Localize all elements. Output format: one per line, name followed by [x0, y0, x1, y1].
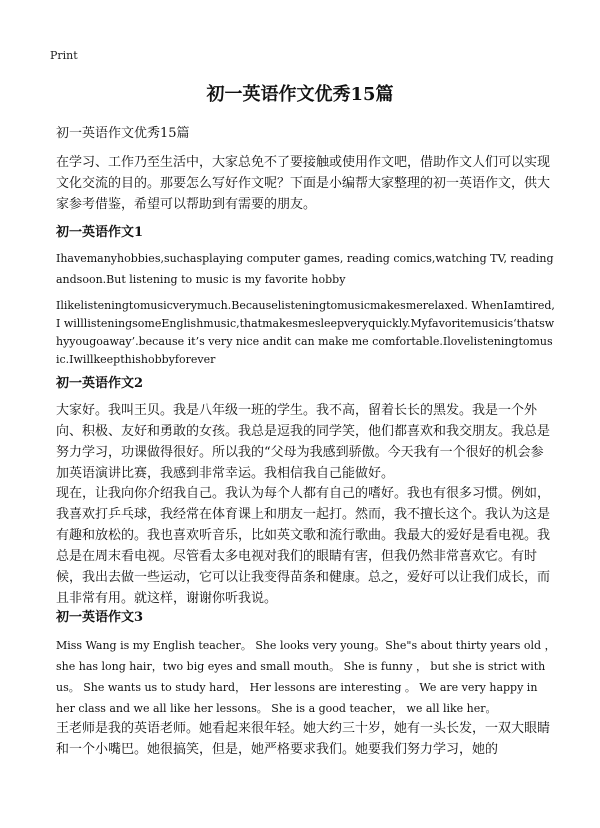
- essay-1-paragraph-2: Ilikelisteningtomusicverymuch.Becauselisteningtomusicmakesmerelaxed. WhenIamtired,I willlisteningsomeEnglishmusic,thatmakesmesleepveryquickly.Myfavoritemusicis‘thatsw hyyougoaway’.because it’s very nice andit can make me comfortable.Ilovelisteningtomusic.Iwillkeepthishobbyforever: [56, 299, 555, 366]
- essay-3-heading: 初一英语作文3: [56, 610, 144, 625]
- essay-1-paragraph-1: Ihavemanyhobbies,suchasplaying computer games, reading comics,watching TV, reading andsoon.But listening to music is my favorite hobby: [56, 252, 554, 286]
- document-title: 初一英语作文优秀15篇: [206, 84, 394, 105]
- document-subtitle: 初一英语作文优秀15篇: [56, 126, 190, 141]
- intro-paragraph: 在学习、工作乃至生活中，大家总免不了要接触或使用作文吧，借助作文人们可以实现文化交流的目的。那要怎么写好作文呢？下面是小编帮大家整理的初一英语作文，供大家参考借鉴，希望可以帮助到有需要的朋友。: [56, 155, 551, 212]
- essay-3-paragraph-2: 王老师是我的英语老师。她看起来很年轻。她大约三十岁，她有一头长发，一双大眼睛和一个小嘴巴。她很搞笑，但是，她严格要求我们。她要我们努力学习，她的: [56, 721, 551, 757]
- print-link[interactable]: Print: [50, 49, 78, 62]
- essay-3-paragraph-1: Miss Wang is my English teacher。 She looks very young。She"s about thirty years old ， she has long hair，two big eyes and small mouth。 She is funny ， but she is strict with us。 She wants us to study hard， Her lessons are interesting 。 We are very happy in her class and we all like her lessons。 She is a good teacher， we all like her。: [56, 639, 556, 715]
- essay-2-heading: 初一英语作文2: [56, 376, 144, 391]
- essay-2-paragraph-1: 大家好。我叫王贝。我是八年级一班的学生。我不高，留着长长的黑发。我是一个外向、积极、友好和勇敢的女孩。我总是逗我的同学笑，他们都喜欢和我交朋友。我总是努力学习，功课做得很好。所以我的“父母为我感到骄傲。今天我有一个很好的机会参加英语演讲比赛，我感到非常幸运。我相信我自己能做好。: [56, 403, 551, 481]
- essay-2-paragraph-2: 现在，让我向你介绍我自己。我认为每个人都有自己的嗜好。我也有很多习惯。例如，我喜欢打乒乓球，我经常在体育课上和朋友一起打。然而，我不擅长这个。我认为这是有趣和放松的。我也喜欢听音乐，比如英文歌和流行歌曲。我最大的爱好是看电视。我总是在周末看电视。尽管看太多电视对我们的眼睛有害，但我仍然非常喜欢它。有时候，我出去做一些运动，它可以让我变得苗条和健康。总之，爱好可以让我们成长，而且非常有用。就这样，谢谢你听我说。: [56, 486, 551, 606]
- essay-1-heading: 初一英语作文1: [56, 225, 144, 240]
